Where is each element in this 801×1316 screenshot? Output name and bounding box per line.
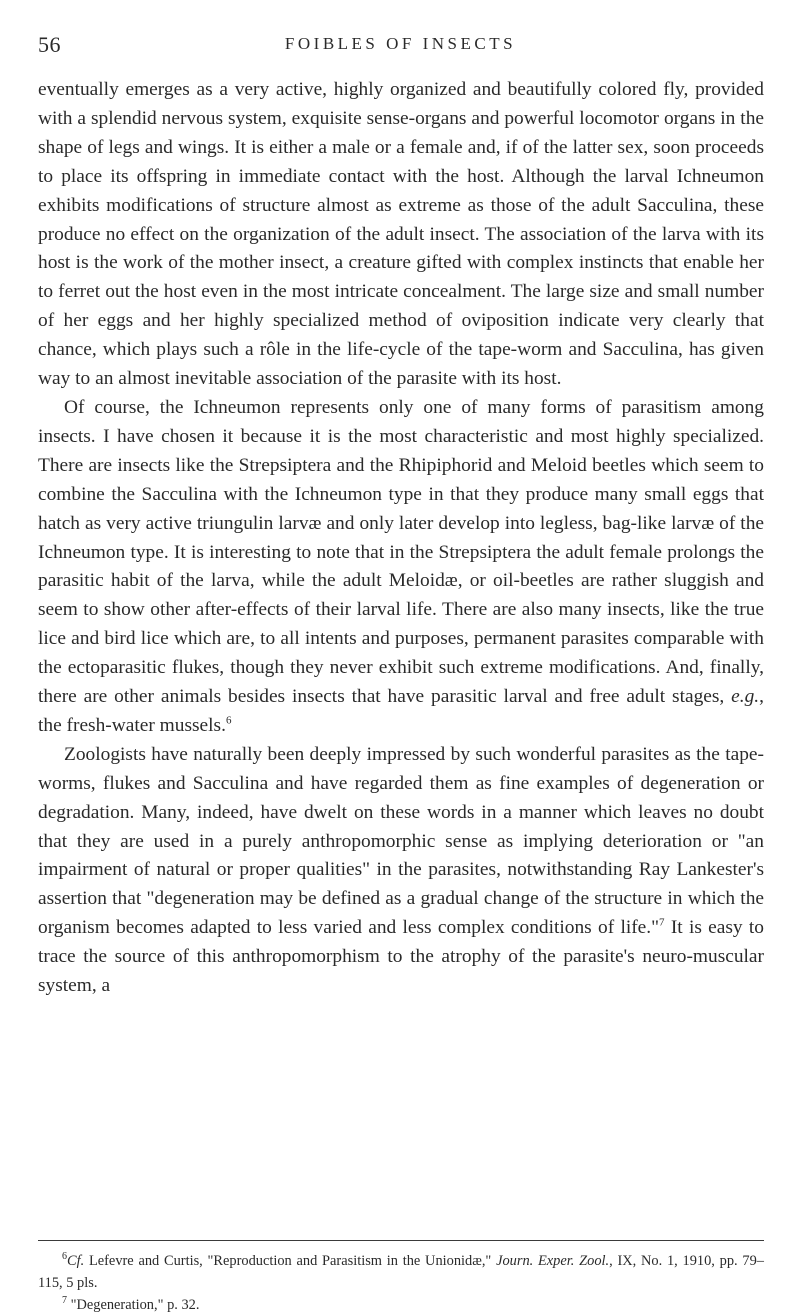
paragraph-1 <box>38 76 764 394</box>
paragraph-3-end: It is easy to trace the source of this anthropomorphism to the atrophy of the parasite's neuro-muscular system, a <box>38 917 764 997</box>
paragraph-3-text: Zoologists have naturally been deeply impressed by such wonderful parasites as the tape-worms, flukes and Sacculina and have regarded them as fine examples of degeneration or degradation. Many, indeed, have dwelt on these words in a manner which leaves no doubt that they are used in a purely anthropomorphic sense as implying deterioration or "an impairment of natural or proper qualities" in the parasites, notwithstanding Ray Lankester's assertion that "degeneration may be defined as a gradual change of the structure in which the organism becomes adapted to less varied and less complex conditions of life." <box>38 743 764 939</box>
page-number: 56 <box>38 32 61 57</box>
footnote-6-details: , IX, No. 1, 1910, pp. 79–115, 5 pls. <box>38 1253 764 1291</box>
footnote-6 <box>38 1250 764 1294</box>
footnote-7-text: "Degeneration," p. 32. <box>70 1297 200 1313</box>
paragraph-3 <box>38 741 764 1001</box>
footnote-7 <box>38 1294 764 1316</box>
running-title: FOIBLES OF INSECTS <box>284 34 517 53</box>
paragraph-2-end: , the fresh-water mussels. <box>38 686 764 736</box>
paragraph-2 <box>38 394 764 741</box>
body-text <box>38 76 764 1001</box>
footnote-rule <box>38 1240 764 1241</box>
footnote-6-mark: 6 <box>62 1251 67 1263</box>
footnote-6-journal: Journ. Exper. Zool. <box>496 1253 610 1269</box>
footnotes <box>38 1250 764 1316</box>
footnote-6-cf: Cf. <box>67 1253 85 1269</box>
paragraph-2-text: Of course, the Ichneumon represents only one of many forms of parasitism among insects. I have chosen it because it is the most characteristic and most highly specialized. There are insects like the Strepsiptera and the Rhipiphorid and Meloid beetles which seem to combine the Sacculina with the Ichneumon type in that they produce many small eggs that hatch as very active triungulin larvæ and only later develop into legless, bag-like larvæ of the Ichneumon type. It is interesting to note that in the Strepsiptera the adult female prolongs the parasitic habit of the larva, while the adult Meloidæ, or oil-beetles are rather sluggish and seem to show other after-effects of their larval life. There are also many insects, like the true lice and bird lice which are, to all intents and purposes, permanent parasites comparable with the ectoparasitic flukes, though they never exhibit such extreme modifications. And, finally, there are other animals besides insects that have parasitic larval and free adult stages, <box>38 396 764 708</box>
footnote-6-text: Lefevre and Curtis, "Reproduction and Parasitism in the Unionidæ," <box>84 1253 497 1269</box>
eg-abbreviation: e.g. <box>731 686 760 708</box>
footnote-7-mark: 7 <box>62 1295 67 1307</box>
paragraph-1-text: eventually emerges as a very active, highly organized and beautifully colored fly, provided with a splendid nervous system, exquisite sense-organs and powerful locomotor organs in the shape of legs and wings. It is either a male or a female and, if of the latter sex, soon proceeds to place its offspring in immediate contact with the host. Although the larval Ichneumon exhibits modifications of structure almost as extreme as those of the adult Sacculina, these produce no effect on the organization of the adult insect. The association of the larva with its host is the work of the mother insect, a creature gifted with complex instincts that enable her to ferret out the host even in the most intricate concealment. The large size and small number of her eggs and her highly specialized method of oviposition indicate very clearly that chance, which plays such a rôle in the life-cycle of the tape-worm and Sacculina, has given way to an almost inevitable association of the parasite with its host. <box>38 79 764 390</box>
footnote-ref-6: 6 <box>225 714 232 727</box>
footnote-ref-7: 7 <box>659 916 665 929</box>
